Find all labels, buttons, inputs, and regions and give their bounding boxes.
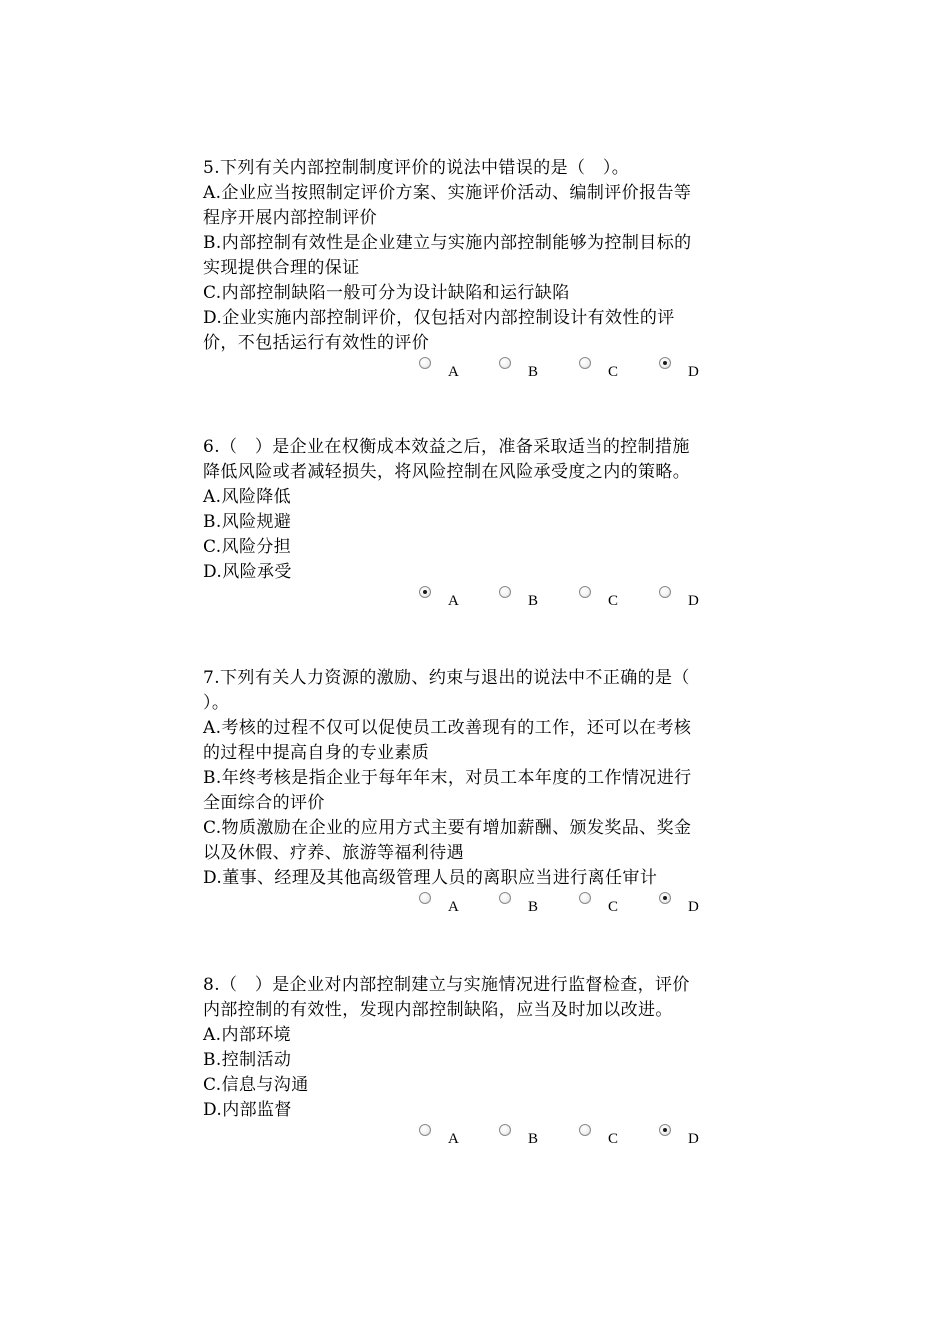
question-text-line: 内部控制的有效性，发现内部控制缺陷，应当及时加以改进。	[203, 1000, 673, 1020]
radio-checked-icon[interactable]	[659, 892, 671, 904]
option-label: B	[528, 1131, 539, 1147]
option-label: B	[528, 364, 539, 380]
question-text-line: 以及休假、疗养、旅游等福利待遇	[203, 843, 464, 863]
radio-unchecked-icon[interactable]	[499, 892, 511, 904]
option-label: C	[608, 899, 619, 915]
question-text-line: A.风险降低	[203, 487, 292, 507]
option-label: A	[448, 593, 459, 609]
option-label: A	[448, 899, 459, 915]
question-text-line: 降低风险或者减轻损失，将风险控制在风险承受度之内的策略。	[203, 462, 691, 482]
option-label: A	[448, 364, 459, 380]
question-block	[203, 156, 748, 383]
question-text-line: C.内部控制缺陷一般可分为设计缺陷和运行缺陷	[203, 283, 570, 303]
radio-unchecked-icon[interactable]	[419, 1124, 431, 1136]
answer-radio-group	[203, 892, 748, 918]
question-text-line: D.企业实施内部控制评价，仅包括对内部控制设计有效性的评	[203, 308, 675, 328]
question-text-line: C.物质激励在企业的应用方式主要有增加薪酬、颁发奖品、奖金	[203, 818, 692, 838]
question-block	[203, 435, 748, 612]
option-label: D	[688, 1131, 699, 1147]
question-stem: 5.下列有关内部控制制度评价的说法中错误的是（ ）。	[203, 158, 630, 178]
question-text-line: 全面综合的评价	[203, 793, 325, 813]
answer-radio-group	[203, 1124, 748, 1150]
option-label: B	[528, 593, 539, 609]
radio-checked-icon[interactable]	[659, 1124, 671, 1136]
question-text-line: B.风险规避	[203, 512, 292, 532]
question-text-line: D.董事、经理及其他高级管理人员的离职应当进行离任审计	[203, 868, 658, 888]
question-text-line: C.风险分担	[203, 537, 292, 557]
option-label: C	[608, 593, 619, 609]
radio-unchecked-icon[interactable]	[499, 586, 511, 598]
option-label: B	[528, 899, 539, 915]
question-text-line: A.考核的过程不仅可以促使员工改善现有的工作，还可以在考核	[203, 718, 692, 738]
radio-unchecked-icon[interactable]	[419, 357, 431, 369]
question-block	[203, 666, 748, 918]
question-text-line: D.内部监督	[203, 1100, 292, 1120]
radio-checked-icon[interactable]	[419, 586, 431, 598]
option-label: D	[688, 899, 699, 915]
question-text-line: D.风险承受	[203, 562, 292, 582]
question-text-line: A.内部环境	[203, 1025, 292, 1045]
question-stem: 6.（ ）是企业在权衡成本效益之后，准备采取适当的控制措施	[203, 437, 690, 457]
question-stem: 7.下列有关人力资源的激励、约束与退出的说法中不正确的是（	[203, 668, 690, 688]
option-label: D	[688, 364, 699, 380]
option-label: C	[608, 1131, 619, 1147]
radio-unchecked-icon[interactable]	[499, 1124, 511, 1136]
radio-unchecked-icon[interactable]	[499, 357, 511, 369]
option-label: C	[608, 364, 619, 380]
question-text-line: 的过程中提高自身的专业素质	[203, 743, 430, 763]
radio-unchecked-icon[interactable]	[419, 892, 431, 904]
radio-unchecked-icon[interactable]	[579, 357, 591, 369]
option-label: D	[688, 593, 699, 609]
question-text-line: 实现提供合理的保证	[203, 258, 360, 278]
question-text-line: B.控制活动	[203, 1050, 292, 1070]
radio-unchecked-icon[interactable]	[579, 1124, 591, 1136]
radio-unchecked-icon[interactable]	[579, 586, 591, 598]
question-text-line: B.内部控制有效性是企业建立与实施内部控制能够为控制目标的	[203, 233, 692, 253]
question-text-line: B.年终考核是指企业于每年年末，对员工本年度的工作情况进行	[203, 768, 692, 788]
radio-checked-icon[interactable]	[659, 357, 671, 369]
question-text-line: ）。	[203, 693, 230, 713]
answer-radio-group	[203, 586, 748, 612]
question-text-line: A.企业应当按照制定评价方案、实施评价活动、编制评价报告等	[203, 183, 692, 203]
option-label: A	[448, 1131, 459, 1147]
radio-unchecked-icon[interactable]	[659, 586, 671, 598]
radio-unchecked-icon[interactable]	[579, 892, 591, 904]
question-text-line: 程序开展内部控制评价	[203, 208, 377, 228]
question-text-line: C.信息与沟通	[203, 1075, 309, 1095]
answer-radio-group	[203, 357, 748, 383]
question-block	[203, 973, 748, 1150]
question-stem: 8.（ ）是企业对内部控制建立与实施情况进行监督检查，评价	[203, 975, 690, 995]
question-text-line: 价，不包括运行有效性的评价	[203, 333, 430, 353]
